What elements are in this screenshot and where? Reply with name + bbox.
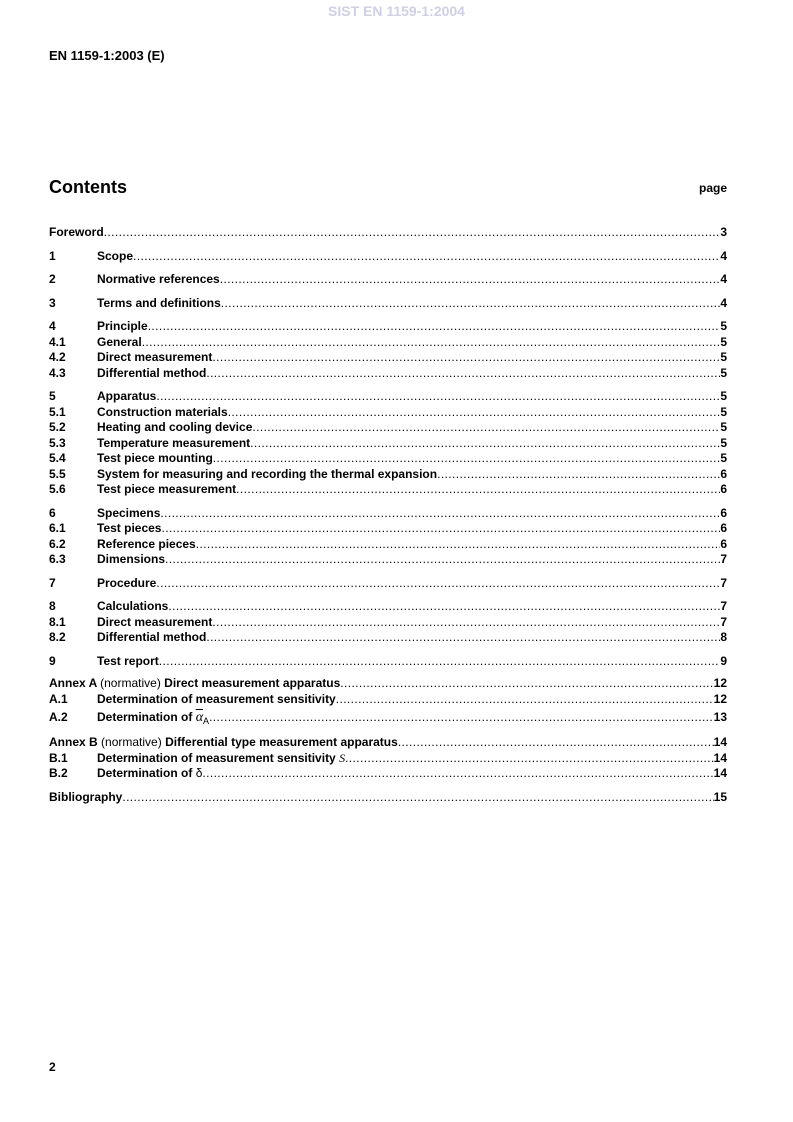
toc-page: 14 (713, 735, 727, 749)
toc-page: 3 (720, 225, 727, 239)
dot-leader (228, 405, 721, 421)
toc-entry-4[interactable] (49, 319, 727, 335)
toc-entry-5-5[interactable] (49, 467, 727, 483)
toc-title: General (97, 334, 142, 349)
toc-page: 5 (720, 365, 727, 380)
toc-entry-8-1[interactable] (49, 615, 727, 631)
toc-title: Test piece measurement (97, 482, 237, 496)
dot-leader (160, 506, 720, 522)
toc-page: 12 (713, 691, 727, 706)
delta-symbol: δ (195, 766, 203, 780)
toc-title: Specimens (97, 505, 161, 520)
toc-entry-annex-a[interactable] (49, 676, 727, 692)
toc-number: 5 (49, 389, 56, 403)
dot-leader (206, 366, 720, 382)
dot-leader (196, 537, 721, 553)
dot-leader (340, 676, 713, 692)
toc-entry-4-1[interactable] (49, 335, 727, 351)
toc-title: Principle (97, 319, 148, 333)
dot-leader (252, 420, 720, 436)
toc-page: 5 (720, 404, 727, 419)
toc-number: 4.3 (49, 365, 66, 380)
toc-entry-8[interactable] (49, 599, 727, 615)
toc-title (49, 676, 340, 692)
toc-title: Direct measurement (97, 350, 213, 364)
toc-title: Differential method (97, 365, 207, 380)
toc-title: System for measuring and recording the thermal expansion (97, 466, 438, 481)
toc-number: 2 (49, 272, 56, 286)
alpha-bar-symbol: $\overline{\alpha}$ (195, 710, 204, 725)
dot-leader (202, 766, 713, 782)
toc-number: 9 (49, 653, 56, 668)
page-number: 2 (49, 1060, 56, 1074)
dot-leader (133, 249, 720, 265)
toc-entry-bibliography[interactable] (49, 790, 727, 806)
toc-entry-annex-b[interactable] (49, 735, 727, 751)
annex-label: Annex A (49, 676, 97, 690)
toc-entry-6-3[interactable] (49, 552, 727, 568)
symbol-subscript: A (203, 716, 210, 726)
dot-leader (165, 552, 720, 568)
toc-entry-4-2[interactable] (49, 350, 727, 366)
toc-number: 8.1 (49, 614, 66, 629)
toc-number: 1 (49, 248, 56, 263)
dot-leader (168, 599, 720, 615)
toc-number: 4.1 (49, 334, 66, 349)
toc-page: 5 (720, 435, 727, 450)
dot-leader (220, 272, 721, 288)
title-prefix: Determination of (97, 766, 193, 780)
toc-title: Procedure (97, 575, 157, 590)
toc-page: 5 (720, 451, 727, 465)
toc-page: 12 (713, 676, 727, 690)
annex-qualifier: (normative) (101, 735, 162, 749)
toc-title: Terms and definitions (97, 295, 221, 310)
toc-number: B.1 (49, 750, 68, 765)
dot-leader (336, 692, 714, 708)
toc-entry-5-1[interactable] (49, 405, 727, 421)
toc-page: 5 (720, 350, 727, 364)
toc-page: 4 (720, 272, 727, 286)
toc-page: 7 (720, 599, 727, 613)
toc-number: 5.4 (49, 451, 66, 465)
toc-number: 3 (49, 295, 56, 310)
dot-leader (156, 576, 720, 592)
toc-page: 6 (720, 521, 727, 535)
toc-entry-6-1[interactable] (49, 521, 727, 537)
toc-entry-4-3[interactable] (49, 366, 727, 382)
dot-leader (209, 707, 714, 727)
dot-leader (345, 751, 714, 767)
toc-entry-7[interactable] (49, 576, 727, 592)
toc-number: 5.3 (49, 435, 66, 450)
toc-title: Reference pieces (97, 536, 196, 551)
toc-number: 8 (49, 599, 56, 613)
toc-page: 5 (720, 334, 727, 349)
dot-leader (398, 735, 714, 751)
title-prefix: Determination of measurement sensitivity (97, 750, 336, 765)
toc-page: 7 (720, 552, 727, 566)
toc-entry-5-3[interactable] (49, 436, 727, 452)
dot-leader (250, 436, 720, 452)
toc-number: 6.1 (49, 521, 66, 535)
toc-title: Differential method (97, 630, 207, 644)
annex-label: Annex B (49, 735, 98, 749)
toc-entry-a1[interactable] (49, 692, 727, 708)
dot-leader (156, 389, 720, 405)
toc-title: Bibliography (49, 789, 123, 804)
dot-leader (206, 630, 720, 646)
dot-leader (104, 225, 721, 241)
toc-title: Scope (97, 248, 134, 263)
toc-entry-3[interactable] (49, 296, 727, 312)
toc-number: A.2 (49, 710, 68, 724)
toc-page: 7 (720, 614, 727, 629)
title-prefix: Determination of (97, 710, 193, 724)
toc-number: 5.6 (49, 482, 66, 496)
toc-page: 9 (720, 653, 727, 668)
toc-title (97, 707, 209, 731)
annex-title: Differential type measurement apparatus (165, 735, 398, 749)
toc-entry-5[interactable] (49, 389, 727, 405)
toc-number: 8.2 (49, 630, 66, 644)
toc-number: 5.2 (49, 420, 66, 434)
toc-entry-5-2[interactable] (49, 420, 727, 436)
toc-page: 5 (720, 420, 727, 434)
toc-page: 4 (720, 248, 727, 263)
toc-page: 5 (720, 319, 727, 333)
toc-entry-5-4[interactable] (49, 451, 727, 467)
toc-title: Direct measurement (97, 614, 213, 629)
toc-entry-foreword[interactable] (49, 225, 727, 241)
toc-title: Construction materials (97, 404, 228, 419)
toc-title: Normative references (97, 272, 220, 286)
toc-page: 6 (720, 466, 727, 481)
toc-page: 5 (720, 389, 727, 403)
table-of-contents (49, 225, 727, 805)
toc-number: 5.5 (49, 466, 66, 481)
document-id: EN 1159-1:2003 (E) (49, 48, 165, 63)
toc-entry-b1[interactable] (49, 751, 727, 767)
toc-page: 14 (713, 766, 727, 780)
toc-number: B.2 (49, 766, 68, 780)
toc-number: 6.2 (49, 536, 66, 551)
toc-entry-9[interactable] (49, 654, 727, 670)
toc-page: 8 (720, 630, 727, 644)
toc-number: 4 (49, 319, 56, 333)
toc-page: 14 (713, 750, 727, 765)
toc-page: 6 (720, 536, 727, 551)
toc-entry-b2[interactable] (49, 766, 727, 782)
toc-entry-5-6[interactable] (49, 482, 727, 498)
toc-number: 7 (49, 575, 56, 590)
toc-entry-6-2[interactable] (49, 537, 727, 553)
contents-heading: Contents (49, 177, 127, 197)
toc-title: Temperature measurement (97, 435, 251, 450)
toc-entry-a2[interactable] (49, 707, 727, 727)
toc-title: Heating and cooling device (97, 420, 253, 434)
dot-leader (236, 482, 720, 498)
sensitivity-symbol: S (339, 750, 346, 765)
toc-title: Apparatus (97, 389, 157, 403)
dot-leader (213, 451, 721, 467)
toc-entry-2[interactable] (49, 272, 727, 288)
page-column-label: page (698, 181, 727, 195)
toc-entry-6[interactable] (49, 506, 727, 522)
toc-number: 6.3 (49, 552, 66, 566)
toc-title: Test report (97, 653, 159, 668)
toc-number: A.1 (49, 691, 68, 706)
toc-number: 6 (49, 505, 56, 520)
toc-title: Foreword (49, 225, 104, 239)
toc-title (97, 751, 345, 767)
dot-leader (221, 296, 721, 312)
toc-page: 6 (720, 505, 727, 520)
toc-title: Test pieces (97, 521, 162, 535)
toc-page: 6 (720, 482, 727, 496)
toc-title (97, 766, 202, 782)
toc-title: Calculations (97, 599, 169, 613)
toc-entry-1[interactable] (49, 249, 727, 265)
toc-title: Dimensions (97, 552, 166, 566)
toc-title: Determination of measurement sensitivity (97, 691, 336, 706)
dot-leader (159, 654, 721, 670)
dot-leader (142, 335, 721, 351)
toc-page: 13 (713, 710, 727, 724)
toc-number: 5.1 (49, 404, 66, 419)
dot-leader (122, 790, 713, 806)
toc-page: 4 (720, 295, 727, 310)
dot-leader (148, 319, 721, 335)
annex-title: Direct measurement apparatus (164, 676, 341, 690)
toc-title (49, 735, 398, 751)
dot-leader (161, 521, 720, 537)
toc-page: 7 (720, 575, 727, 590)
watermark-header: SIST EN 1159-1:2004 (328, 3, 465, 19)
toc-title: Test piece mounting (97, 451, 213, 465)
dot-leader (437, 467, 720, 483)
toc-number: 4.2 (49, 350, 66, 364)
toc-page: 15 (713, 789, 727, 804)
dot-leader (212, 350, 720, 366)
annex-qualifier: (normative) (100, 676, 161, 690)
toc-entry-8-2[interactable] (49, 630, 727, 646)
dot-leader (212, 615, 720, 631)
